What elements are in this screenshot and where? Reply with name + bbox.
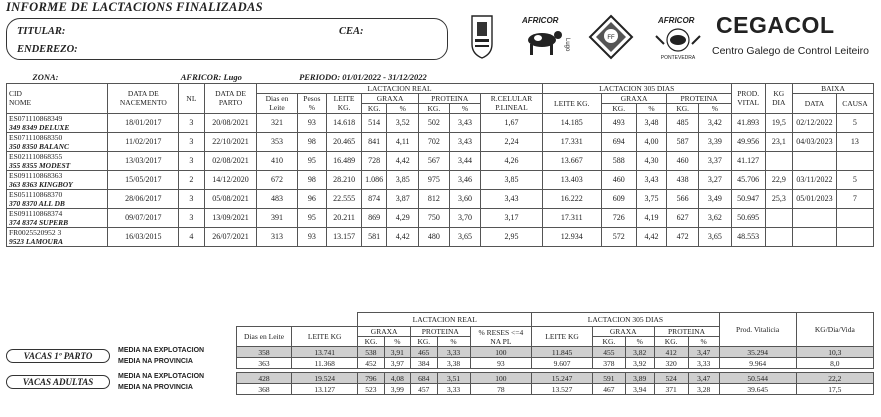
sum-cell-vital: 50.544 (719, 373, 796, 384)
cell-bcausa: 5 (836, 170, 873, 189)
summary-row (237, 373, 874, 384)
cow-cid: ES051110868370 (9, 189, 63, 199)
sum-col-kg-dia-vida: KG/Dia/Vida (796, 313, 873, 347)
cell-nac: 15/05/2017 (108, 170, 179, 189)
sum-cell-l305: 15.247 (532, 373, 593, 384)
cell-gkg: 841 (362, 132, 387, 151)
cell-leite: 20.465 (327, 132, 362, 151)
cell-l305: 13.667 (542, 151, 601, 170)
table-row (7, 227, 874, 246)
cell-pkg: 975 (419, 170, 450, 189)
sum-col-dias: Dias en Leite (237, 327, 292, 347)
sum-cell-pp305: 3,33 (688, 358, 719, 369)
svg-text:FF: FF (607, 35, 615, 41)
summary-row-label: MEDIA NA EXPLOTACION (118, 347, 205, 354)
cell-pesos: 93 (297, 227, 327, 246)
sum-col-proteina: PROTEINA (411, 327, 470, 337)
cell-bdata (793, 151, 837, 170)
sum-cell-leite: 13.127 (292, 384, 358, 395)
col-lactacion-real: LACTACION REAL (257, 83, 542, 93)
sum-cell-l305: 9.607 (532, 358, 593, 369)
sum-col-graxa: GRAXA (358, 327, 411, 337)
sum-col-leite: LEITE KG (292, 327, 358, 347)
cell-gkg: 1.086 (362, 170, 387, 189)
cell-leite: 22.555 (327, 189, 362, 208)
col-nacemento: DATA DE NACEMENTO (108, 83, 179, 113)
sum-cell-gp: 3,97 (384, 358, 410, 369)
summary-table (236, 312, 874, 395)
sum-cell-gp305: 3,94 (625, 384, 654, 395)
cell-gp305: 4,19 (636, 208, 667, 227)
cell-leite: 28.210 (327, 170, 362, 189)
cell-nac: 09/07/2017 (108, 208, 179, 227)
sum-cell-reses: 78 (470, 384, 532, 395)
cell-vital: 41.893 (731, 113, 765, 132)
sum-cell-p305: 524 (654, 373, 688, 384)
sum-cell-gkg: 523 (358, 384, 384, 395)
cell-kgdia (765, 227, 792, 246)
cow-cid: ES091110868374 (9, 208, 63, 218)
cell-parto: 02/08/2021 (204, 151, 257, 170)
sum-cell-kgdia: 22,2 (796, 373, 873, 384)
cell-rc: 2,24 (481, 132, 542, 151)
cow-name: 370 8370 ALL DB (9, 198, 65, 208)
cell-dias: 672 (257, 170, 297, 189)
zona-label: ZONA: (32, 71, 59, 82)
sum-cell-pp: 3,33 (437, 347, 470, 358)
africor-pontevedra-logo (652, 14, 704, 60)
zona-value: AFRICOR: Lugo (180, 71, 242, 82)
sum-col-proteina-305: PROTEINA (654, 327, 719, 337)
sum-cell-pp: 3,33 (437, 384, 470, 395)
cell-nl: 3 (179, 189, 204, 208)
summary-row-label: MEDIA NA PROVINCIA (118, 384, 193, 391)
sum-cell-dias: 368 (237, 384, 292, 395)
group-pill-label: VACAS 1º PARTO (6, 349, 110, 363)
sum-cell-reses: 93 (470, 358, 532, 369)
cell-pp: 3,43 (449, 113, 481, 132)
col-leite: LEITE KG. (327, 93, 362, 113)
galician-shield-logo (470, 14, 494, 60)
cell-pesos: 95 (297, 208, 327, 227)
sum-col-graxa-305-kg: KG. (592, 337, 625, 347)
cell-pp: 3,70 (449, 208, 481, 227)
col-dias: Dias en Leite (257, 93, 297, 113)
holder-info-box (6, 18, 448, 60)
africor-lugo-logo (520, 14, 576, 60)
cell-vital: 50.947 (731, 189, 765, 208)
lactations-table (6, 72, 874, 247)
table-row (7, 189, 874, 208)
cell-bdata (793, 208, 837, 227)
sum-cell-gp305: 3,92 (625, 358, 654, 369)
cell-pp305: 3,62 (699, 208, 732, 227)
sum-col-graxa-pct: % (384, 337, 410, 347)
sum-col-reses: % RESES <=4 NA PL (470, 327, 532, 347)
cell-g305: 588 (601, 151, 636, 170)
cell-pp: 3,46 (449, 170, 481, 189)
sum-col-proteina-305-kg: KG. (654, 337, 688, 347)
sum-cell-dias: 428 (237, 373, 292, 384)
sum-cell-g305: 467 (592, 384, 625, 395)
cell-p305: 438 (667, 170, 699, 189)
col-proteina-pct: % (449, 103, 481, 113)
col-proteina-305-kg: KG. (667, 103, 699, 113)
col-graxa-305: GRAXA (601, 93, 667, 103)
sum-cell-gkg: 538 (358, 347, 384, 358)
cell-bcausa (836, 151, 873, 170)
col-prod-vital: PROD. VITAL (731, 83, 765, 113)
cell-nl: 3 (179, 208, 204, 227)
cell-gkg: 581 (362, 227, 387, 246)
cell-p305: 472 (667, 227, 699, 246)
cell-pp305: 3,37 (699, 151, 732, 170)
col-parto: DATA DE PARTO (204, 83, 257, 113)
cell-bdata: 04/03/2023 (793, 132, 837, 151)
col-graxa-pct: % (387, 103, 419, 113)
cell-dias: 313 (257, 227, 297, 246)
cell-pp305: 3,42 (699, 113, 732, 132)
cell-gp: 4,29 (387, 208, 419, 227)
cell-parto: 22/10/2021 (204, 132, 257, 151)
sum-cell-p305: 371 (654, 384, 688, 395)
col-baixa: BAIXA (793, 83, 874, 93)
cell-p305: 566 (667, 189, 699, 208)
cell-kgdia: 22,9 (765, 170, 792, 189)
cell-gp: 4,42 (387, 151, 419, 170)
cell-pesos: 93 (297, 113, 327, 132)
cow-name: 355 8355 MODEST (9, 160, 71, 170)
cow-cid: ES021110868355 (9, 151, 63, 161)
cell-pesos: 98 (297, 170, 327, 189)
cell-pp305: 3,65 (699, 227, 732, 246)
sum-col-proteina-pct: % (437, 337, 470, 347)
cell-parto: 05/08/2021 (204, 189, 257, 208)
cell-pp305: 3,39 (699, 132, 732, 151)
cell-dias: 321 (257, 113, 297, 132)
cell-parto: 14/12/2020 (204, 170, 257, 189)
sum-cell-kgdia: 8,0 (796, 358, 873, 369)
col-graxa-kg: KG. (362, 103, 387, 113)
sum-cell-p305: 412 (654, 347, 688, 358)
cell-vital: 50.695 (731, 208, 765, 227)
col-nl: NL (179, 83, 204, 113)
cell-nac: 16/03/2015 (108, 227, 179, 246)
cell-pp: 3,60 (449, 189, 481, 208)
summary-row (237, 358, 874, 369)
table-row (7, 170, 874, 189)
sum-cell-leite: 19.524 (292, 373, 358, 384)
cow-name: 9523 LAMOURA (9, 236, 63, 246)
summary-row-label: MEDIA NA PROVINCIA (118, 358, 193, 365)
sum-cell-vital: 35.294 (719, 347, 796, 358)
cell-parto: 13/09/2021 (204, 208, 257, 227)
col-proteina-305-pct: % (699, 103, 732, 113)
cell-dias: 353 (257, 132, 297, 151)
cell-nac: 18/01/2017 (108, 113, 179, 132)
cell-gp305: 3,48 (636, 113, 667, 132)
sum-col-lactacion-real: LACTACION REAL (358, 313, 532, 327)
cell-kgdia (765, 151, 792, 170)
cow-cid: ES071110868350 (9, 132, 63, 142)
sum-col-graxa-kg: KG. (358, 337, 384, 347)
cell-l305: 16.222 (542, 189, 601, 208)
svg-text:AFRICOR: AFRICOR (522, 16, 559, 25)
diamond-emblem-logo (588, 14, 634, 60)
cow-cid: FR0025520952 3 (9, 227, 62, 237)
period-text: PERIODO: 01/01/2022 - 31/12/2022 (299, 71, 427, 82)
sum-cell-gp305: 3,89 (625, 373, 654, 384)
cell-pesos: 96 (297, 189, 327, 208)
col-leite-305: LEITE KG. (542, 93, 601, 113)
cell-bcausa (836, 227, 873, 246)
cell-pkg: 702 (419, 132, 450, 151)
cell-nac: 11/02/2017 (108, 132, 179, 151)
cell-pp: 3,65 (449, 227, 481, 246)
col-graxa-305-pct: % (636, 103, 667, 113)
cell-rc: 3,85 (481, 170, 542, 189)
cell-p305: 460 (667, 151, 699, 170)
cow-cid: ES071110868349 (9, 113, 63, 123)
table-row (7, 113, 874, 132)
cegacol-logo-text: CEGACOL (716, 12, 835, 38)
cell-bcausa: 7 (836, 189, 873, 208)
cell-nl: 2 (179, 170, 204, 189)
sum-cell-pp305: 3,47 (688, 347, 719, 358)
cell-parto: 26/07/2021 (204, 227, 257, 246)
cell-l305: 13.403 (542, 170, 601, 189)
cell-p305: 627 (667, 208, 699, 227)
cell-rc: 3,43 (481, 189, 542, 208)
sum-cell-leite: 13.741 (292, 347, 358, 358)
col-pesos: Pesos % (297, 93, 327, 113)
cell-pkg: 502 (419, 113, 450, 132)
sum-cell-g305: 378 (592, 358, 625, 369)
cell-gp305: 4,30 (636, 151, 667, 170)
cell-nl: 3 (179, 151, 204, 170)
cell-rc: 4,26 (481, 151, 542, 170)
sum-cell-g305: 591 (592, 373, 625, 384)
cell-nac: 13/03/2017 (108, 151, 179, 170)
cell-p305: 587 (667, 132, 699, 151)
sum-cell-gp: 3,99 (384, 384, 410, 395)
sum-col-leite-305: LEITE KG (532, 327, 593, 347)
cell-pkg: 567 (419, 151, 450, 170)
cell-l305: 12.934 (542, 227, 601, 246)
sum-cell-l305: 13.527 (532, 384, 593, 395)
sum-col-graxa-305: GRAXA (592, 327, 654, 337)
sum-col-lactacion-305: LACTACION 305 DIAS (532, 313, 719, 327)
cell-g305: 694 (601, 132, 636, 151)
table-row (7, 132, 874, 151)
cell-vital: 41.127 (731, 151, 765, 170)
sum-cell-kgdia: 10,3 (796, 347, 873, 358)
sum-cell-gp305: 3,82 (625, 347, 654, 358)
cell-dias: 410 (257, 151, 297, 170)
col-lactacion-305: LACTACION 305 DIAS (542, 83, 731, 93)
cow-name: 350 8350 BALANC (9, 141, 70, 151)
cell-pkg: 812 (419, 189, 450, 208)
cell-bdata: 05/01/2023 (793, 189, 837, 208)
summary-row (237, 384, 874, 395)
cell-gp305: 3,43 (636, 170, 667, 189)
cell-gp: 3,85 (387, 170, 419, 189)
cow-cid: ES091110868363 (9, 170, 63, 180)
sum-cell-dias: 358 (237, 347, 292, 358)
sum-col-graxa-305-pct: % (625, 337, 654, 347)
cell-l305: 17.311 (542, 208, 601, 227)
table-row (7, 151, 874, 170)
svg-text:AFRICOR: AFRICOR (658, 16, 695, 25)
cell-pp: 3,44 (449, 151, 481, 170)
sum-cell-pp305: 3,47 (688, 373, 719, 384)
cell-vital: 48.553 (731, 227, 765, 246)
cow-name: 363 8363 KINGBOY (9, 179, 73, 189)
cell-leite: 13.157 (327, 227, 362, 246)
cell-kgdia: 19,5 (765, 113, 792, 132)
cell-kgdia: 25,3 (765, 189, 792, 208)
cell-g305: 726 (601, 208, 636, 227)
sum-cell-leite: 11.368 (292, 358, 358, 369)
sum-cell-gp: 3,91 (384, 347, 410, 358)
sum-cell-gkg: 796 (358, 373, 384, 384)
cell-nl: 4 (179, 227, 204, 246)
cell-dias: 483 (257, 189, 297, 208)
cell-g305: 572 (601, 227, 636, 246)
cell-rc: 2,95 (481, 227, 542, 246)
sum-col-prod-vitalicia: Prod. Vitalicia (719, 313, 796, 347)
cell-leite: 16.489 (327, 151, 362, 170)
cell-gp: 4,11 (387, 132, 419, 151)
cell-parto: 20/08/2021 (204, 113, 257, 132)
sum-cell-vital: 9.964 (719, 358, 796, 369)
cell-bdata (793, 227, 837, 246)
cell-bcausa: 13 (836, 132, 873, 151)
summary-row (237, 347, 874, 358)
col-baixa-data: DATA (793, 93, 837, 113)
sum-cell-gkg: 452 (358, 358, 384, 369)
sum-cell-reses: 100 (470, 347, 532, 358)
cell-pp: 3,43 (449, 132, 481, 151)
sum-col-proteina-kg: KG. (411, 337, 437, 347)
sum-cell-pp: 3,51 (437, 373, 470, 384)
cell-kgdia: 23,1 (765, 132, 792, 151)
col-proteina-kg: KG. (419, 103, 450, 113)
sum-cell-vital: 39.645 (719, 384, 796, 395)
cea-label: CEA: (339, 26, 364, 37)
sum-col-proteina-305-pct: % (688, 337, 719, 347)
sum-cell-p305: 320 (654, 358, 688, 369)
group-pill-label: VACAS ADULTAS (6, 375, 110, 389)
cell-nac: 28/06/2017 (108, 189, 179, 208)
sum-cell-pkg: 684 (411, 373, 437, 384)
svg-text:PONTEVEDRA: PONTEVEDRA (660, 55, 696, 60)
col-cid: CID (9, 89, 22, 98)
cow-name: 349 8349 DELUXE (9, 122, 70, 132)
sum-cell-pp: 3,38 (437, 358, 470, 369)
cell-gkg: 869 (362, 208, 387, 227)
cell-gkg: 514 (362, 113, 387, 132)
cell-pp305: 3,49 (699, 189, 732, 208)
cell-g305: 460 (601, 170, 636, 189)
cell-pkg: 750 (419, 208, 450, 227)
cell-pesos: 95 (297, 151, 327, 170)
col-rcelular: R.CELULAR P.LINEAL (481, 93, 542, 113)
cell-gp305: 4,42 (636, 227, 667, 246)
sum-cell-kgdia: 17,5 (796, 384, 873, 395)
cell-gp: 3,52 (387, 113, 419, 132)
cell-leite: 14.618 (327, 113, 362, 132)
sum-cell-pkg: 465 (411, 347, 437, 358)
cell-gp: 4,42 (387, 227, 419, 246)
cell-dias: 391 (257, 208, 297, 227)
cell-bcausa (836, 208, 873, 227)
sum-cell-gp: 4,08 (384, 373, 410, 384)
sum-cell-dias: 363 (237, 358, 292, 369)
enderezo-label: ENDEREZO: (17, 44, 78, 55)
col-baixa-causa: CAUSA (836, 93, 873, 113)
cell-rc: 3,17 (481, 208, 542, 227)
cell-nl: 3 (179, 113, 204, 132)
cell-leite: 20.211 (327, 208, 362, 227)
cell-gkg: 874 (362, 189, 387, 208)
cell-kgdia (765, 208, 792, 227)
col-proteina-305: PROTEINA (667, 93, 731, 103)
cell-p305: 485 (667, 113, 699, 132)
cegacol-subtitle: Centro Galego de Control Leiteiro (712, 45, 870, 57)
cell-bdata: 02/12/2022 (793, 113, 837, 132)
sum-cell-g305: 455 (592, 347, 625, 358)
cell-l305: 14.185 (542, 113, 601, 132)
col-kg-dia: KG DIA (765, 83, 792, 113)
sum-cell-pp305: 3,28 (688, 384, 719, 395)
col-nome: NOME (9, 98, 32, 107)
cell-g305: 493 (601, 113, 636, 132)
cell-gp305: 3,75 (636, 189, 667, 208)
cell-nl: 3 (179, 132, 204, 151)
cow-name: 374 8374 SUPERB (9, 217, 69, 227)
cell-vital: 49.956 (731, 132, 765, 151)
table-row (7, 208, 874, 227)
cell-bcausa: 5 (836, 113, 873, 132)
col-proteina: PROTEINA (419, 93, 481, 103)
sum-cell-pkg: 384 (411, 358, 437, 369)
cell-g305: 609 (601, 189, 636, 208)
titular-label: TITULAR: (17, 26, 66, 37)
sum-cell-reses: 100 (470, 373, 532, 384)
col-graxa-305-kg: KG. (601, 103, 636, 113)
cell-gp305: 4,00 (636, 132, 667, 151)
cell-gkg: 728 (362, 151, 387, 170)
cell-pp305: 3,27 (699, 170, 732, 189)
cell-pesos: 98 (297, 132, 327, 151)
report-title: INFORME DE LACTACIONS FINALIZADAS (6, 0, 263, 14)
sum-cell-pkg: 457 (411, 384, 437, 395)
col-graxa: GRAXA (362, 93, 419, 103)
cell-vital: 45.706 (731, 170, 765, 189)
cell-pkg: 480 (419, 227, 450, 246)
cell-bdata: 03/11/2022 (793, 170, 837, 189)
cell-gp: 3,87 (387, 189, 419, 208)
cell-rc: 1,67 (481, 113, 542, 132)
cell-l305: 17.331 (542, 132, 601, 151)
summary-row-label: MEDIA NA EXPLOTACION (118, 373, 205, 380)
sum-cell-l305: 11.845 (532, 347, 593, 358)
svg-text:Lugo: Lugo (564, 38, 570, 52)
